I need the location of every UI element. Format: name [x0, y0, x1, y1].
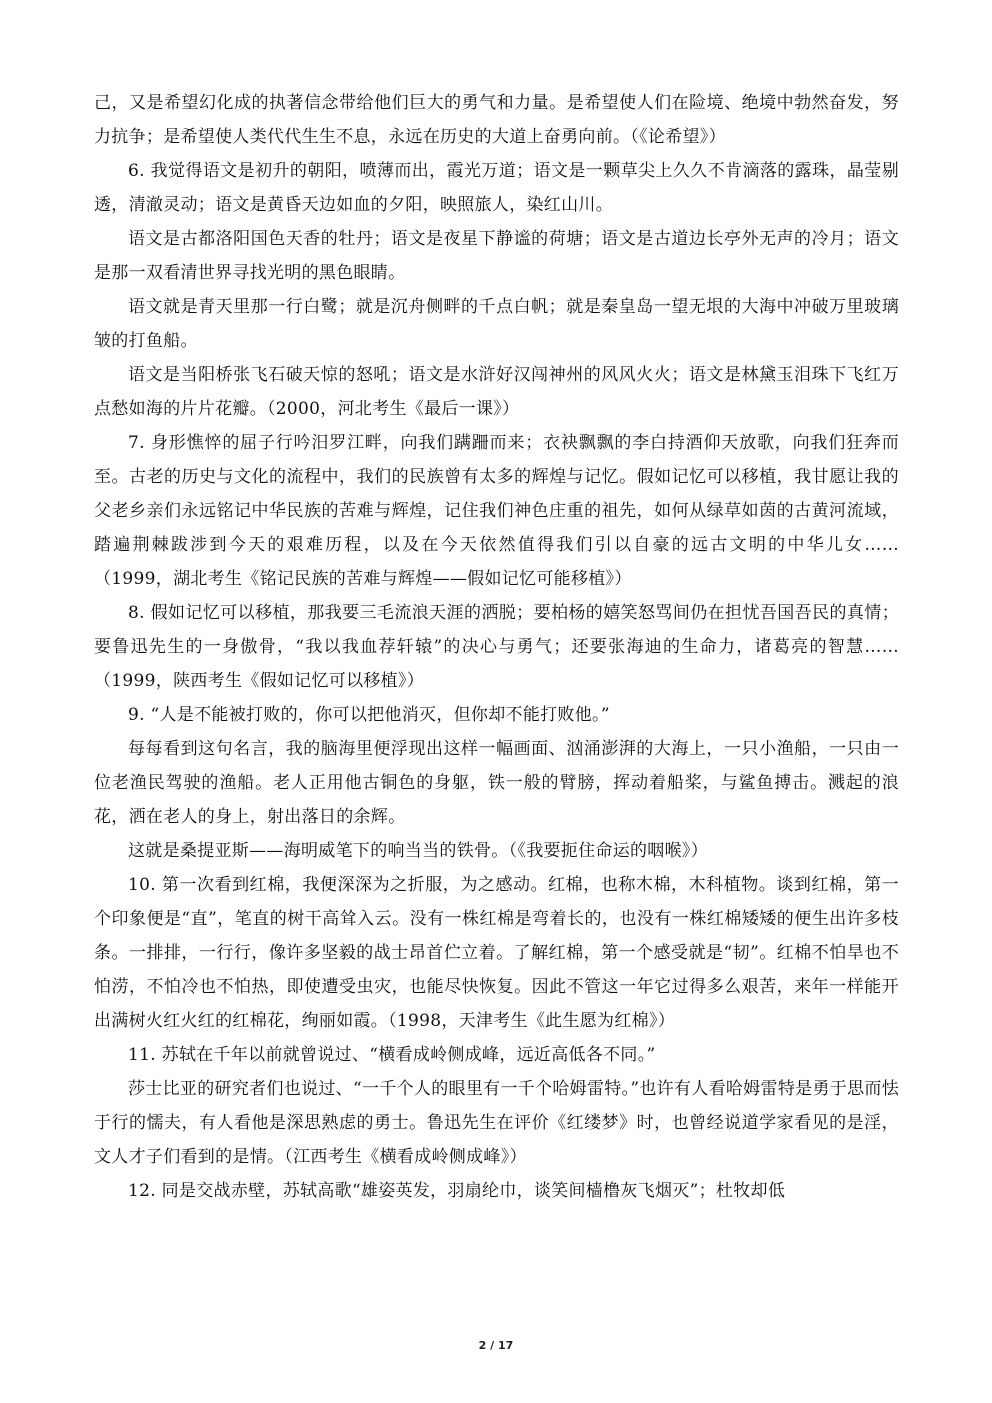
- paragraph-6-3: 语文就是青天里那一行白鹭；就是沉舟侧畔的千点白帆；就是秦皇岛一望无垠的大海中冲破万里玻璃皱的打鱼船。: [94, 297, 899, 351]
- paragraph-6: 6. 我觉得语文是初升的朝阳，喷薄而出，霞光万道；语文是一颗草尖上久久不肯滴落的露珠，晶莹剔透，清澈灵动；语文是黄昏天边如血的夕阳，映照旅人，染红山川。: [94, 161, 899, 215]
- paragraph-9: 9. “人是不能被打败的，你可以把他消灭，但你却不能打败他。”: [128, 705, 610, 725]
- page-number: 2 / 17: [478, 1339, 514, 1352]
- paragraph-8: 8. 假如记忆可以移植，那我要三毛流浪天涯的洒脱；要柏杨的嬉笑怒骂间仍在担忧吾国吾民的真情；要鲁迅先生的一身傲骨，“我以我血荐轩辕”的决心与勇气；还要张海迪的生命力，诸葛亮的智慧……（1999，陕西考生《假如记忆可以移植》）: [94, 603, 899, 691]
- paragraph-7: 7. 身形憔悴的屈子行吟汨罗江畔，向我们蹒跚而来；衣袂飘飘的李白持酒仰天放歌，向我们狂奔而至。古老的历史与文化的流程中，我们的民族曾有太多的辉煌与记忆。假如记忆可以移植，我甘愿让我的父老乡亲们永远铭记中华民族的苦难与辉煌，记住我们神色庄重的祖先，如何从绿草如茵的古黄河流域，踏遍荆棘跋涉到今天的艰难历程，以及在今天依然值得我们引以自豪的远古文明的中华儿女……（1999，湖北考生《铭记民族的苦难与辉煌——假如记忆可能移植》）: [94, 433, 899, 589]
- paragraph-9-3: 这就是桑提亚斯——海明威笔下的响当当的铁骨。（《我要扼住命运的咽喉》）: [128, 841, 708, 861]
- document-body: [94, 86, 899, 1208]
- paragraph-11-2: 莎士比亚的研究者们也说过、“一千个人的眼里有一千个哈姆雷特。”也许有人看哈姆雷特是勇于思而怯于行的懦夫，有人看他是深思熟虑的勇士。鲁迅先生在评价《红缕梦》时，也曾经说道学家看见的是淫，文人才子们看到的是情。（江西考生《横看成岭侧成峰》）: [94, 1079, 899, 1167]
- paragraph-6-4: 语文是当阳桥张飞石破天惊的怒吼；语文是水浒好汉闯神州的风风火火；语文是林黛玉泪珠下飞红万点愁如海的片片花瓣。（2000，河北考生《最后一课》）: [94, 365, 899, 419]
- paragraph-continuation: 己，又是希望幻化成的执著信念带给他们巨大的勇气和力量。是希望使人们在险境、绝境中勃然奋发，努力抗争；是希望使人类代代生生不息，永远在历史的大道上奋勇向前。（《论希望》）: [94, 93, 899, 147]
- paragraph-9-2: 每每看到这句名言，我的脑海里便浮现出这样一幅画面、汹涌澎湃的大海上，一只小渔船，一只由一位老渔民驾驶的渔船。老人正用他古铜色的身躯，铁一般的臂膀，挥动着船桨，与鲨鱼搏击。溅起的浪花，洒在老人的身上，射出落日的余辉。: [94, 739, 899, 827]
- paragraph-6-2: 语文是古都洛阳国色天香的牡丹；语文是夜星下静谧的荷塘；语文是古道边长亭外无声的冷月；语文是那一双看清世界寻找光明的黑色眼睛。: [94, 229, 899, 283]
- paragraph-10: 10. 第一次看到红棉，我便深深为之折服，为之感动。红棉，也称木棉，木科植物。谈到红棉，第一个印象便是“直”，笔直的树干高耸入云。没有一株红棉是弯着长的，也没有一株红棉矮矮的便生出许多枝条。一排排，一行行，像许多坚毅的战士昂首伫立着。了解红棉，第一个感受就是“韧”。红棉不怕旱也不怕涝，不怕冷也不怕热，即使遭受虫灾，也能尽快恢复。因此不管这一年它过得多么艰苦，来年一样能开出满树火红火红的红棉花，绚丽如霞。（1998，天津考生《此生愿为红棉》）: [94, 875, 899, 1031]
- paragraph-12: 12. 同是交战赤壁，苏轼高歌“雄姿英发，羽扇纶巾，谈笑间樯橹灰飞烟灭”；杜牧却低: [128, 1181, 786, 1201]
- paragraph-11: 11. 苏轼在千年以前就曾说过、“横看成岭侧成峰，远近高低各不同。”: [128, 1045, 656, 1065]
